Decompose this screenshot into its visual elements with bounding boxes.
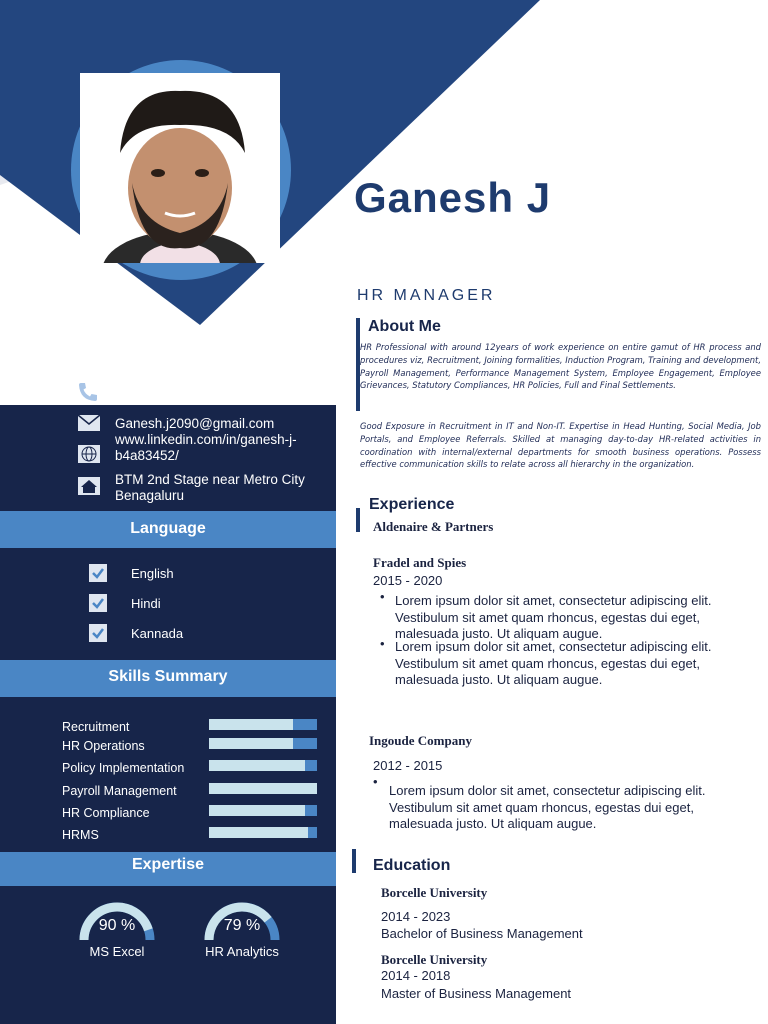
skill-bar-fill — [209, 783, 317, 794]
skills-heading: Skills Summary — [0, 660, 336, 697]
job-1-bullet-2: Lorem ipsum dolor sit amet, consectetur adipiscing elit. Vestibulum sit amet quam rhoncus, egestas dui eget, malesuada justo. Ut aliquam augue. — [395, 639, 712, 687]
gauge-value: 79 % — [223, 917, 261, 934]
about-paragraph-2: Good Exposure in Recruitment in IT and Non-IT. Expertise in Head Hunting, Social Media, Job Portals, and Employee Referrals. Skilled at managing day-to-day HR-related activities in coordination with internal/external departments for smooth business operations. Possess effective communication skills to relate across all hierarchy in the organization. — [360, 421, 761, 470]
checkbox-icon — [88, 593, 108, 613]
skill-label: HR Operations — [62, 739, 145, 753]
profile-name: Ganesh J — [354, 174, 552, 221]
phone-icon — [76, 380, 100, 404]
edu-2-school: Borcelle University — [381, 952, 488, 967]
skill-label: HRMS — [62, 828, 99, 842]
gauge-label: HR Analytics — [205, 944, 279, 959]
skill-bar-fill — [209, 805, 305, 816]
language-label: Hindi — [131, 596, 161, 611]
globe-icon — [77, 444, 101, 464]
skill-bar — [209, 738, 317, 749]
about-title: About Me — [368, 318, 441, 335]
experience-accent-bar — [356, 508, 360, 532]
language-label: English — [131, 566, 174, 581]
contact-address: BTM 2nd Stage near Metro City Benagaluru — [115, 472, 305, 503]
skill-bar-fill — [209, 738, 293, 749]
edu-1-degree: Bachelor of Business Management — [381, 926, 583, 941]
edu-2-years: 2014 - 2018 — [381, 968, 451, 983]
job-2-company: Ingoude Company — [369, 733, 472, 748]
expertise-heading: Expertise — [0, 852, 336, 886]
job-1-bullet-dot-2: • — [380, 636, 385, 651]
skill-bar-fill — [209, 827, 308, 838]
gauge-value: 90 % — [98, 917, 136, 934]
home-icon — [77, 476, 101, 496]
job-2-bullet-dot-1: • — [373, 774, 378, 789]
skill-label: Policy Implementation — [62, 761, 185, 775]
skill-bar — [209, 719, 317, 730]
job-1-years: 2015 - 2020 — [373, 573, 443, 588]
edu-2-degree: Master of Business Management — [381, 986, 572, 1001]
education-accent-bar — [352, 849, 356, 873]
skill-bar-fill — [209, 760, 305, 771]
skill-bar — [209, 760, 317, 771]
job-1-company: Fradel and Spies — [373, 555, 467, 570]
email-icon — [77, 414, 101, 432]
profile-photo — [80, 73, 280, 263]
edu-1-school: Borcelle University — [381, 885, 488, 900]
job-2-bullet-1: Lorem ipsum dolor sit amet, consectetur adipiscing elit. Vestibulum sit amet quam rhoncus, egestas dui eget, malesuada justo. Ut aliquam augue. — [389, 783, 706, 831]
contact-linkedin[interactable]: www.linkedin.com/in/ganesh-j-b4a83452/ — [115, 432, 297, 463]
gauge-label: MS Excel — [89, 944, 145, 959]
job-2-years: 2012 - 2015 — [373, 758, 443, 773]
checkbox-icon — [88, 563, 108, 583]
checkbox-icon — [88, 623, 108, 643]
profile-role: HR MANAGER — [357, 287, 496, 304]
skill-bar — [209, 805, 317, 816]
job-1-bullet-1: Lorem ipsum dolor sit amet, consectetur adipiscing elit. Vestibulum sit amet quam rhoncus, egestas dui eget, malesuada justo. Ut aliquam augue. — [395, 593, 712, 641]
edu-1-years: 2014 - 2023 — [381, 909, 451, 924]
job-1-bullet-dot-1: • — [380, 589, 385, 604]
education-title: Education — [373, 857, 451, 874]
skill-label: Recruitment — [62, 720, 130, 734]
language-label: Kannada — [131, 626, 184, 641]
contact-email[interactable]: Ganesh.j2090@gmail.com — [115, 416, 275, 431]
skill-bar — [209, 827, 317, 838]
experience-company-0: Aldenaire & Partners — [373, 519, 494, 534]
skill-bar — [209, 783, 317, 794]
experience-title: Experience — [369, 496, 455, 513]
skill-label: HR Compliance — [62, 806, 150, 820]
skill-bar-fill — [209, 719, 293, 730]
skill-label: Payroll Management — [62, 784, 177, 798]
about-paragraph-1: HR Professional with around 12years of work experience on entire gamut of HR process and procedures viz, Recruitment, Joining formalities, Induction Program, Training and development, Payroll Management, Performance Management System, Employee Engagement, Employee Grievances, Statutory Compliances, HR Policies, Full and Final Settlements. — [360, 342, 761, 391]
language-heading: Language — [0, 511, 336, 548]
